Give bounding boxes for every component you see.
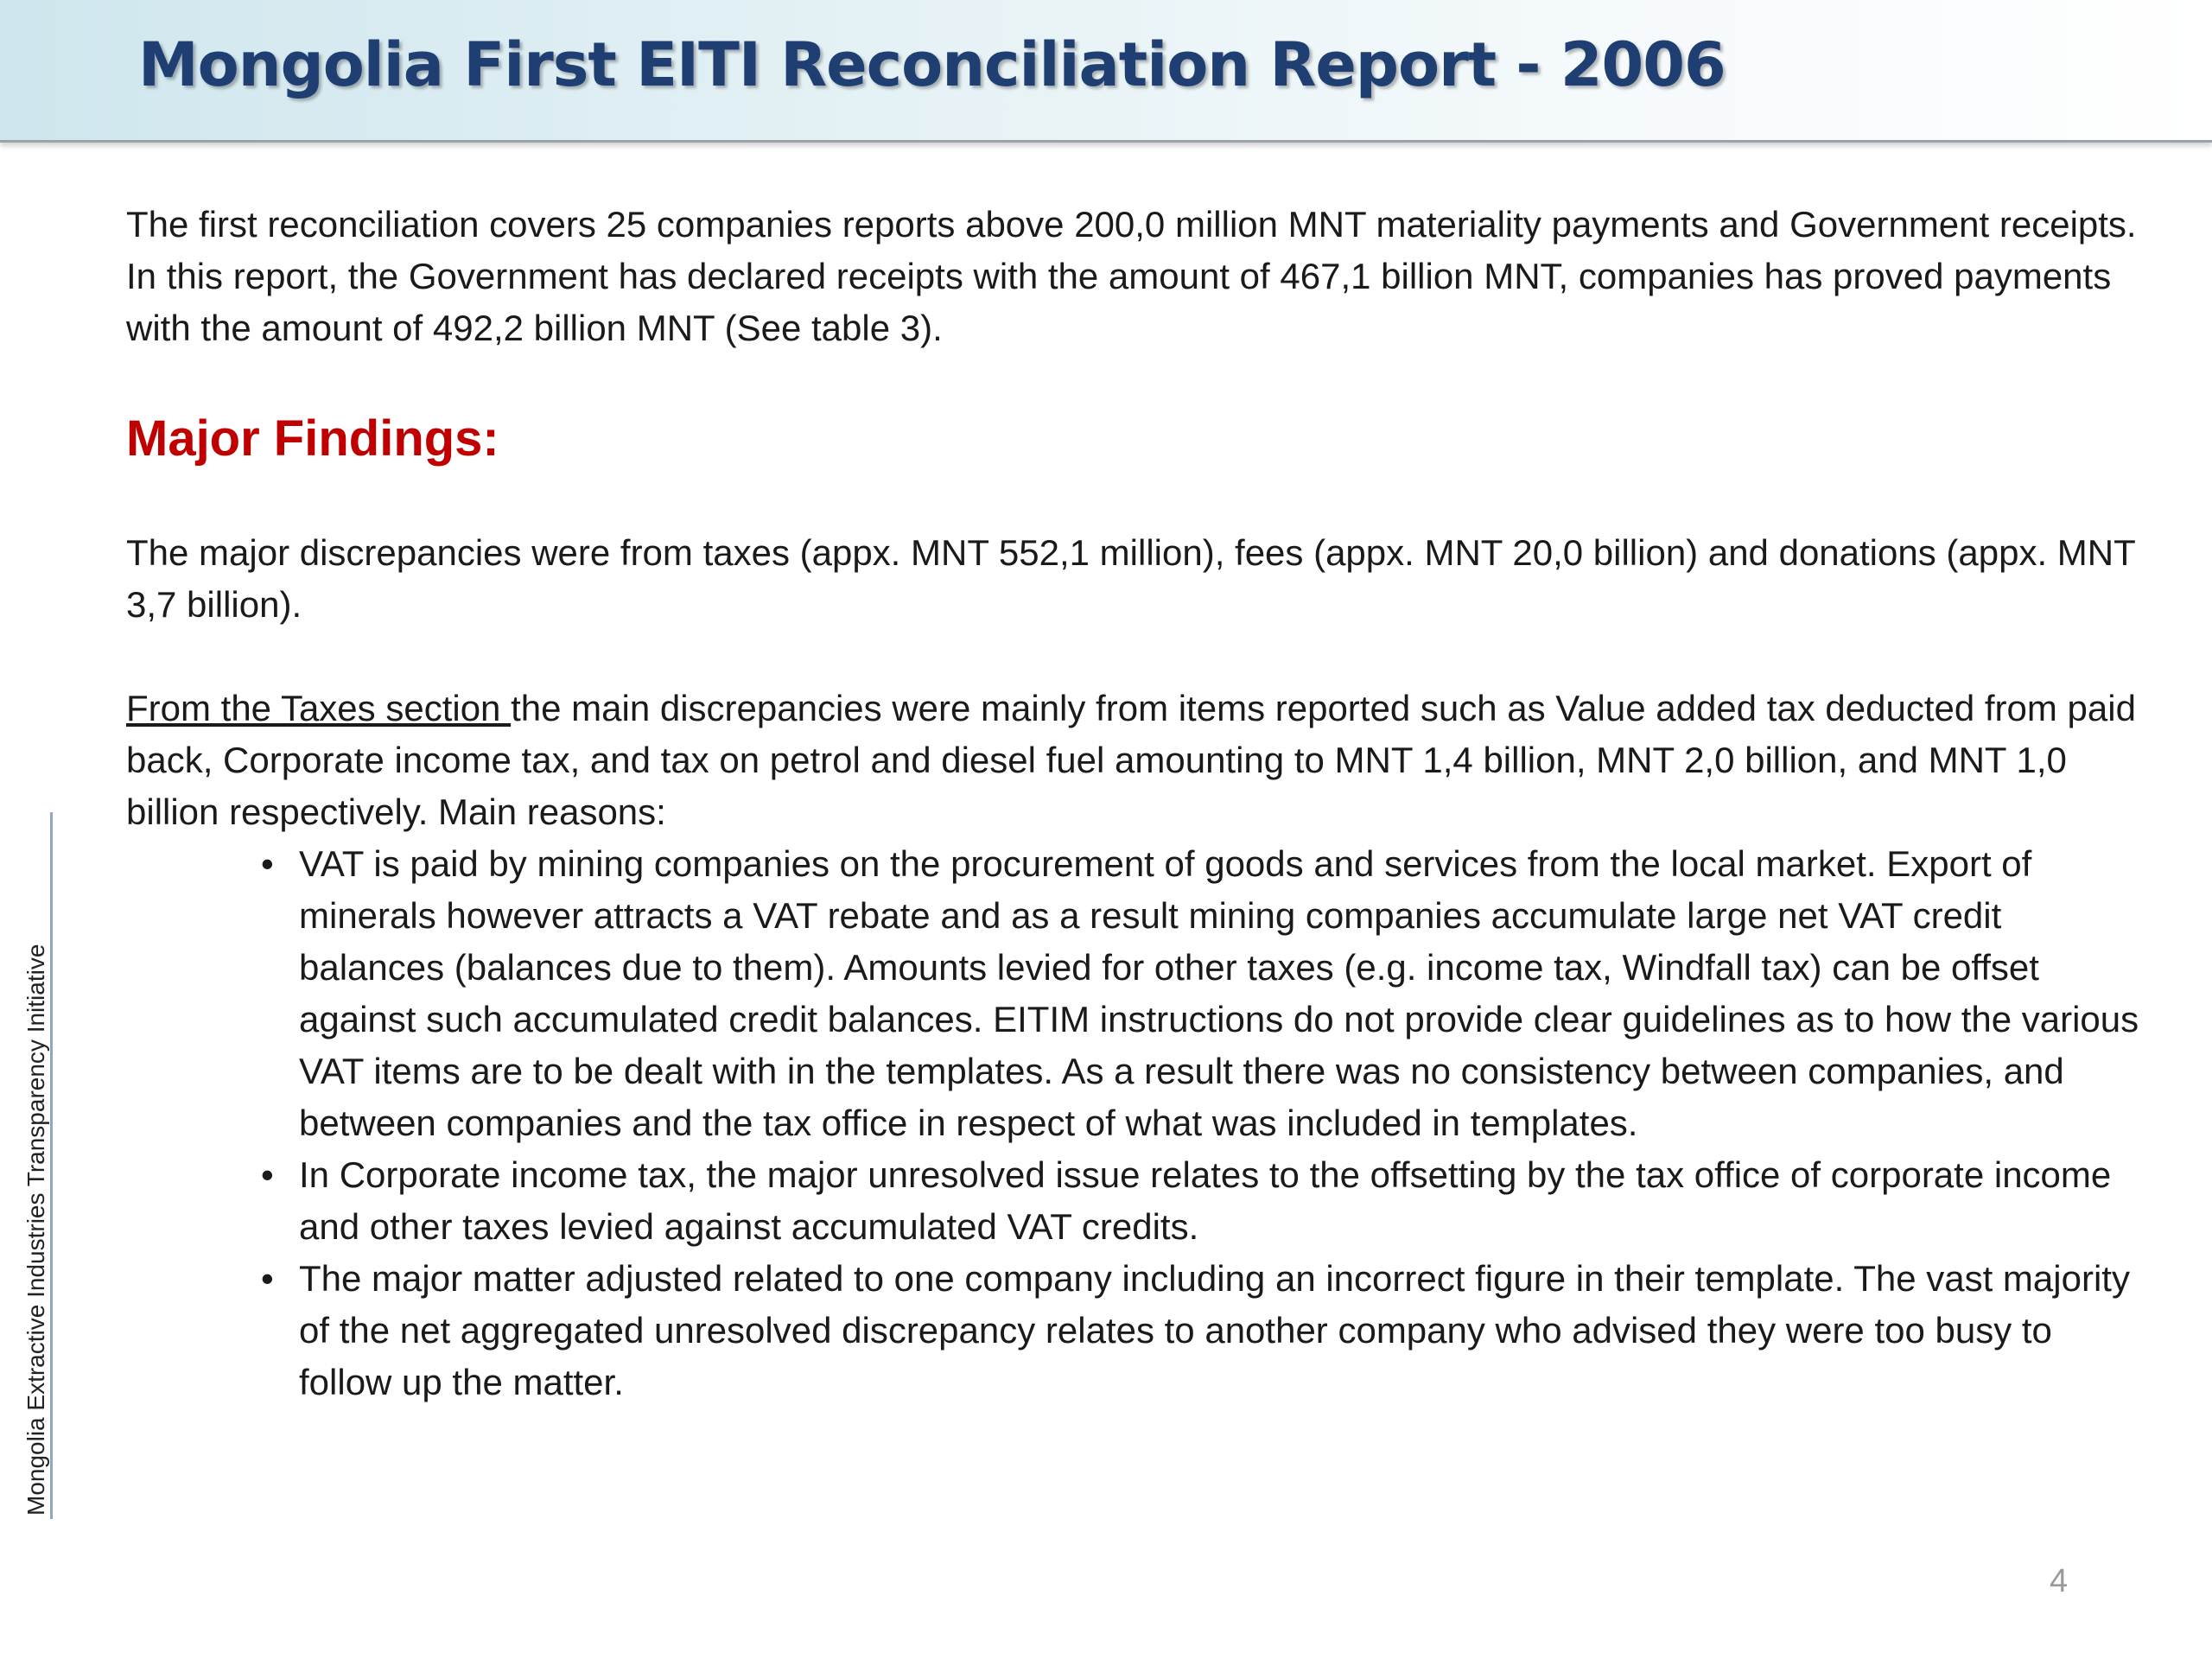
major-findings-heading: Major Findings: (126, 410, 499, 467)
slide-body (126, 199, 2139, 1408)
side-divider-line (50, 812, 53, 1519)
bullet-icon: • (261, 1154, 274, 1195)
bullet-icon: • (261, 843, 274, 884)
list-item-text: VAT is paid by mining companies on the procurement of goods and services from the local market. Export of minerals however attracts a VAT rebate and as a result mining companies accumulate large net VAT credit balances (balances due to them). Amounts levied for other taxes (e.g. income tax, Windfall tax) can be offset against such accumulated credit balances. EITIM instructions do not provide clear guidelines as to how the various VAT items are to be dealt with in the templates. As a result there was no consistency between companies, and between companies and the tax office in respect of what was included in templates. (299, 843, 2139, 1143)
slide-title: Mongolia First EITI Reconciliation Report - 2006 (138, 29, 1726, 100)
intro-paragraph: The first reconciliation covers 25 companies reports above 200,0 million MNT materiality payments and Government receipts. In this report, the Government has declared receipts with the amount of 467,1 billion MNT, companies has proved payments with the amount of 492,2 billion MNT (See table 3). (126, 204, 2137, 348)
side-organization-label: Mongolia Extractive Industries Transparency Initiative (22, 944, 49, 1516)
main-reasons-list (126, 838, 2139, 1408)
discrepancy-paragraph: The major discrepancies were from taxes (appx. MNT 552,1 million), fees (appx. MNT 20,0 billion) and donations (appx. MNT 3,7 billion). (126, 532, 2136, 625)
list-item-text: In Corporate income tax, the major unresolved issue relates to the offsetting by the tax office of corporate income and other taxes levied against accumulated VAT credits. (299, 1154, 2112, 1247)
list-item (261, 838, 2139, 1149)
taxes-section-text: the main discrepancies were mainly from items reported such as Value added tax deducted from paid back, Corporate income tax, and tax on petrol and diesel fuel amounting to MNT 1,4 billion, MNT 2,0 billion, and MNT 1,0 billion respectively. Main reasons: (126, 688, 2136, 832)
taxes-section-label: From the Taxes section (126, 688, 512, 728)
list-item-text: The major matter adjusted related to one company including an incorrect figure in their template. The vast majority of the net aggregated unresolved discrepancy relates to another company who advised they were too busy to follow up the matter. (299, 1258, 2130, 1402)
taxes-paragraph (126, 683, 2139, 838)
list-item (261, 1149, 2139, 1253)
list-item (261, 1253, 2139, 1408)
bullet-icon: • (261, 1258, 274, 1299)
page-number: 4 (2050, 1563, 2069, 1599)
slide-header (0, 0, 2212, 143)
